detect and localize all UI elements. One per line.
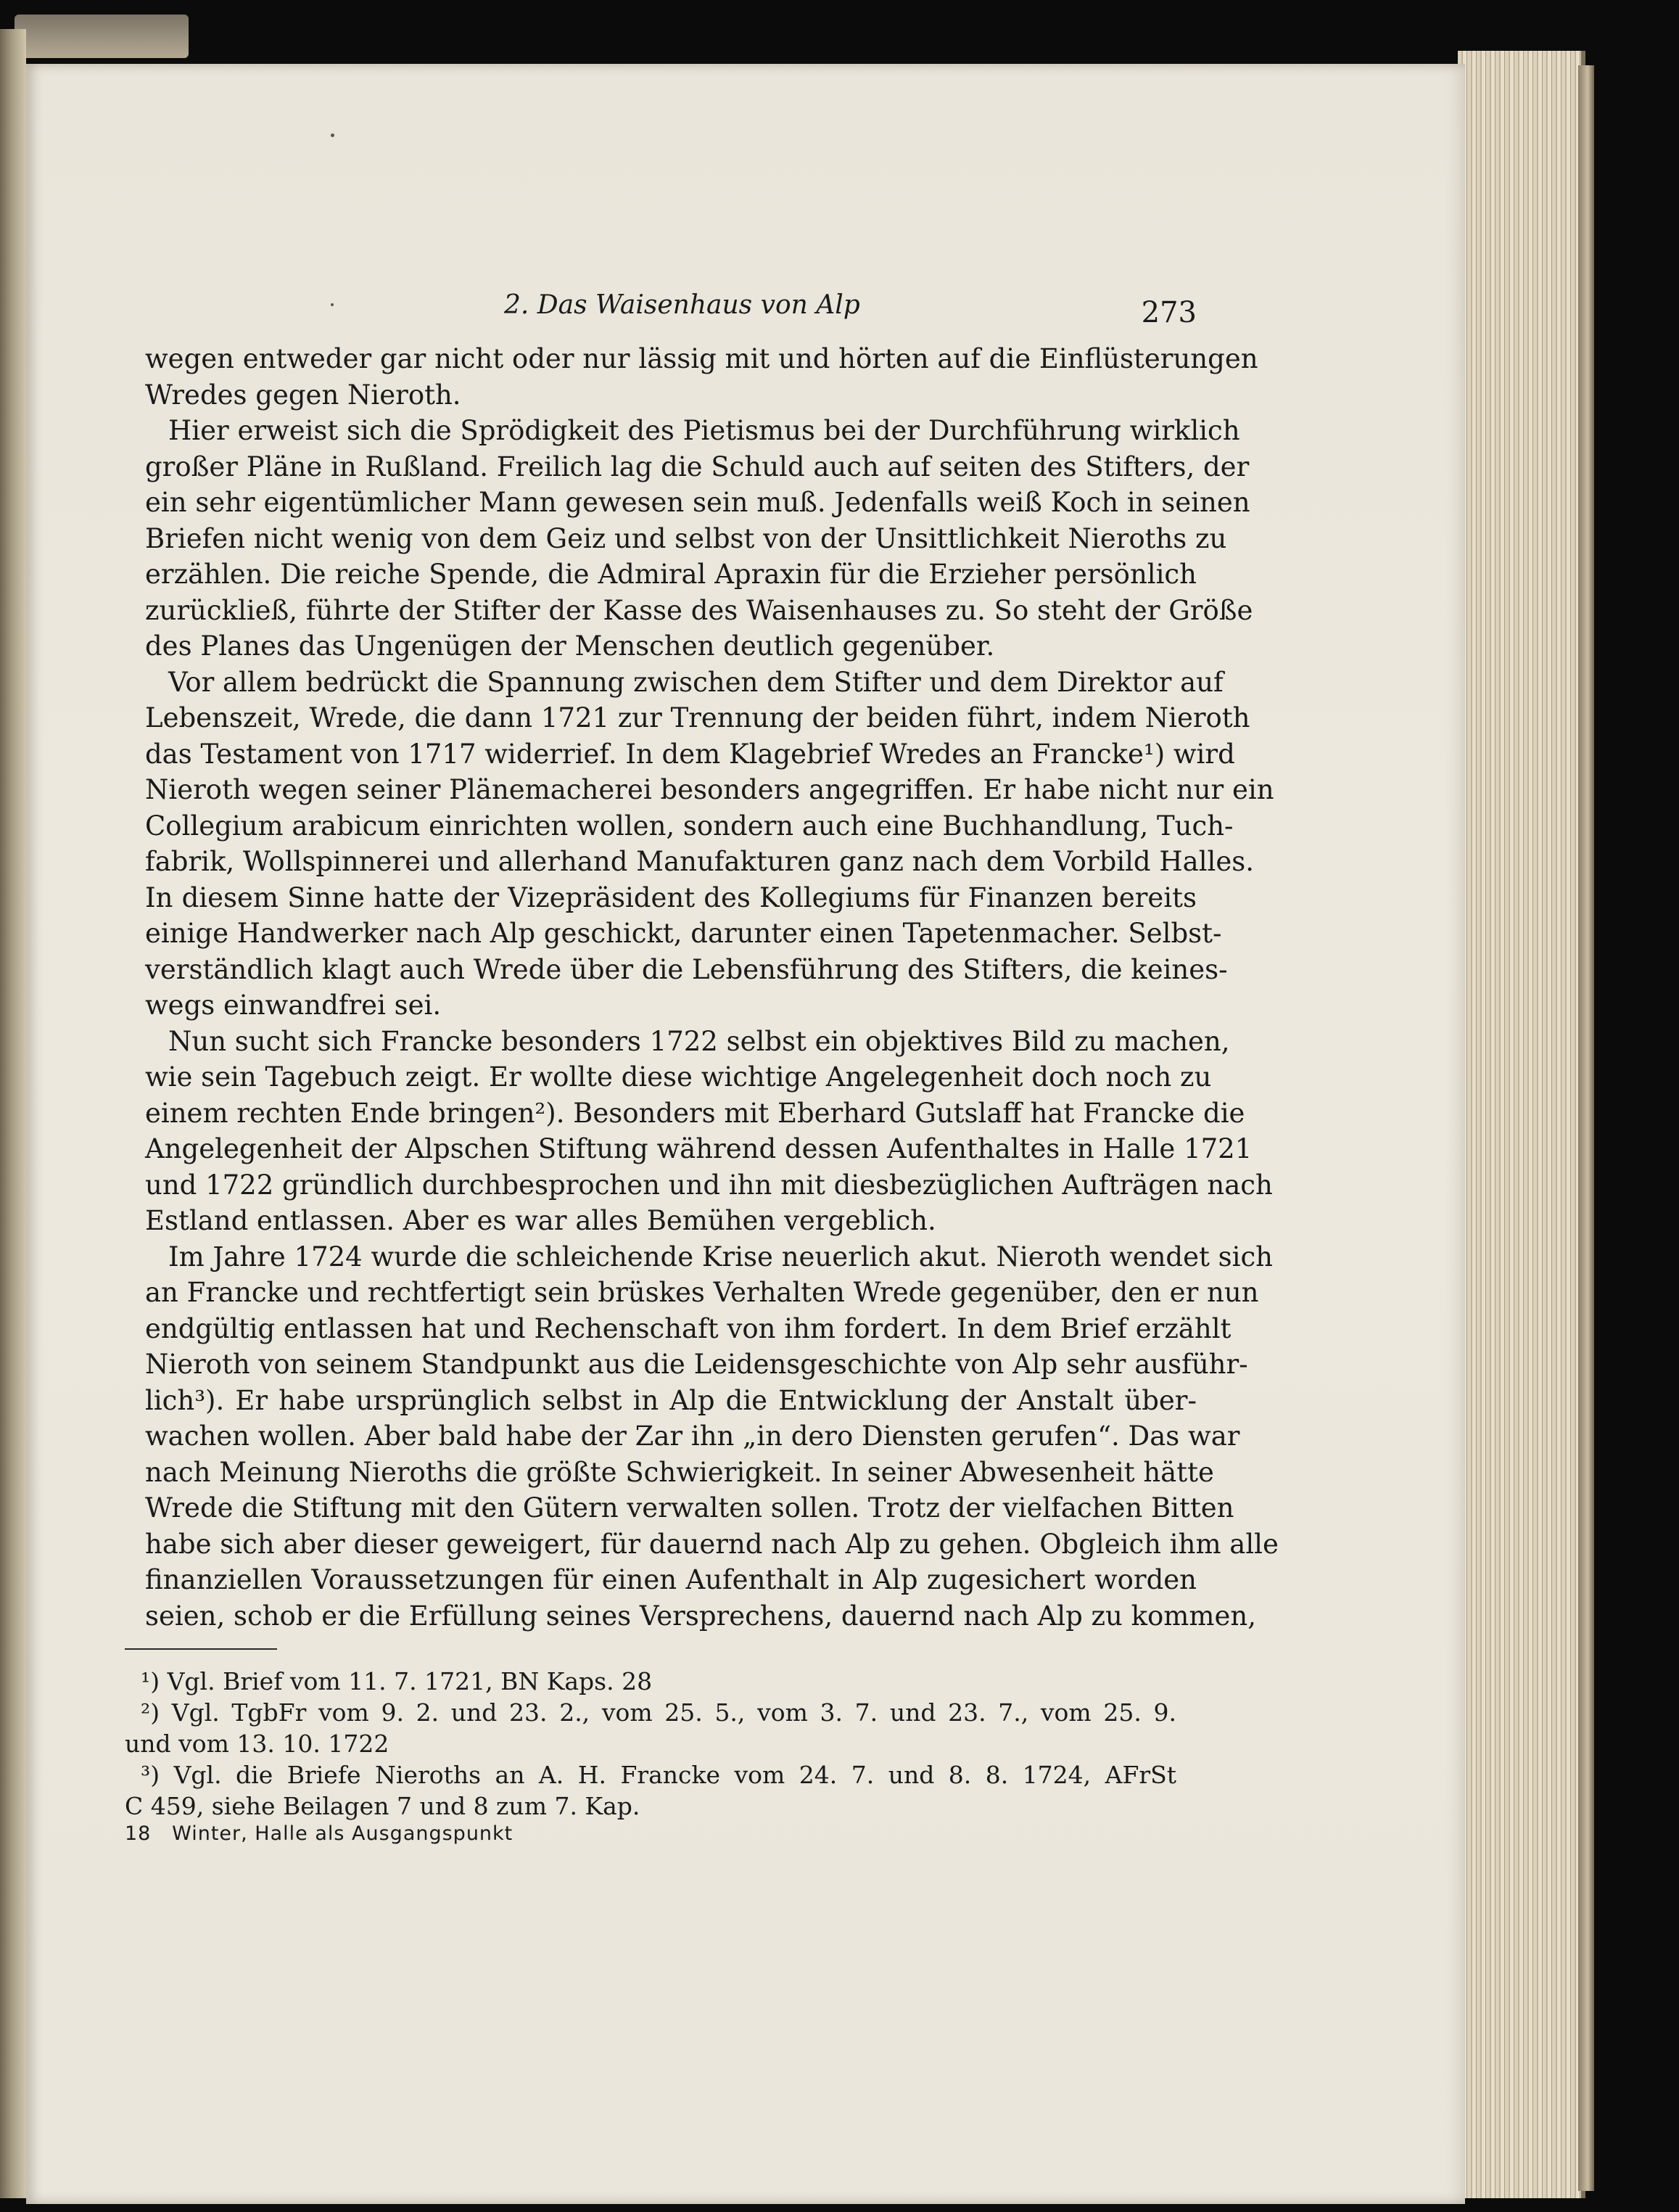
text-line: und 1722 gründlich durchbesprochen und ihn mit diesbezüglichen Aufträgen nach — [145, 1169, 1273, 1201]
speck — [331, 133, 334, 137]
text-line: Estland entlassen. Aber es war alles Bemühen vergeblich. — [145, 1205, 936, 1236]
text-line: an Francke und rechtfertigt sein brüskes Verhalten Wrede gegenüber, den er nun — [145, 1277, 1259, 1308]
text-line: habe sich aber dieser geweigert, für dauernd nach Alp zu gehen. Obgleich ihm alle — [145, 1528, 1279, 1560]
text-line: Im Jahre 1724 wurde die schleichende Krise neuerlich akut. Nieroth wendet sich — [168, 1241, 1274, 1272]
body-text — [145, 341, 1279, 1634]
printer-signature: 18 Winter, Halle als Ausgangspunkt — [125, 1822, 513, 1845]
text-line: Wrede die Stiftung mit den Gütern verwalten sollen. Trotz der vielfachen Bitten — [145, 1492, 1234, 1524]
text-line: Briefen nicht wenig von dem Geiz und selbst von der Unsittlichkeit Nieroths zu — [145, 522, 1227, 554]
footnote-line: ²) Vgl. TgbFr vom 9. 2. und 23. 2., vom 25. 5., vom 3. 7. und 23. 7., vom 25. 9. — [141, 1698, 1176, 1727]
text-line: wachen wollen. Aber bald habe der Zar ihn „in dero Diensten gerufen“. Das war — [145, 1420, 1240, 1452]
text-line: seien, schob er die Erfüllung seines Versprechens, dauernd nach Alp zu kommen, — [145, 1600, 1256, 1632]
text-line: lich³). Er habe ursprünglich selbst in Alp die Entwicklung der Anstalt über- — [145, 1384, 1197, 1416]
running-title: 2. Das Waisenhaus von Alp — [504, 290, 860, 320]
text-line: wie sein Tagebuch zeigt. Er wollte diese wichtige Angelegenheit doch noch zu — [145, 1061, 1212, 1093]
text-line: Nieroth wegen seiner Plänemacherei besonders angegriffen. Er habe nicht nur ein — [145, 774, 1274, 805]
page-block-edge — [1458, 51, 1585, 2198]
text-line: wegs einwandfrei sei. — [145, 990, 442, 1021]
text-line: Vor allem bedrückt die Spannung zwischen dem Stifter und dem Direktor auf — [168, 666, 1224, 698]
running-head — [145, 290, 1197, 329]
footnote-line: ¹) Vgl. Brief vom 11. 7. 1721, BN Kaps. 28 — [141, 1667, 653, 1695]
text-line: einige Handwerker nach Alp geschickt, darunter einen Tapetenmacher. Selbst- — [145, 918, 1222, 949]
page-number: 273 — [1141, 296, 1197, 329]
text-line: zurückließ, führte der Stifter der Kasse des Waisenhauses zu. So steht der Größe — [145, 594, 1253, 626]
text-line: erzählen. Die reiche Spende, die Admiral Apraxin für die Erzieher persönlich — [145, 559, 1197, 590]
footnotes — [125, 1666, 1176, 1822]
text-line: wegen entweder gar nicht oder nur lässig mit und hörten auf die Einflüsterungen — [145, 343, 1258, 374]
text-line: des Planes das Ungenügen der Menschen deutlich gegenüber. — [145, 630, 995, 662]
footnote-line: C 459, siehe Beilagen 7 und 8 zum 7. Kap. — [125, 1792, 640, 1820]
text-line: endgültig entlassen hat und Rechenschaft von ihm fordert. In dem Brief erzählt — [145, 1312, 1232, 1344]
cover-edge — [1578, 65, 1594, 2191]
binding-cloth — [15, 15, 189, 58]
text-line: Nieroth von seinem Standpunkt aus die Leidensgeschichte von Alp sehr ausführ- — [145, 1349, 1248, 1380]
footnote-rule — [125, 1648, 277, 1650]
text-line: großer Pläne in Rußland. Freilich lag die Schuld auch auf seiten des Stifters, der — [145, 451, 1250, 482]
text-line: ein sehr eigentümlicher Mann gewesen sein muß. Jedenfalls weiß Koch in seinen — [145, 487, 1250, 518]
text-line: Wredes gegen Nieroth. — [145, 379, 461, 411]
text-line: finanziellen Voraussetzungen für einen Aufenthalt in Alp zugesichert worden — [145, 1564, 1197, 1595]
text-line: Collegium arabicum einrichten wollen, sondern auch eine Buchhandlung, Tuch- — [145, 810, 1234, 842]
text-line: nach Meinung Nieroths die größte Schwierigkeit. In seiner Abwesenheit hätte — [145, 1456, 1214, 1488]
text-line: Angelegenheit der Alpschen Stiftung während dessen Aufenthaltes in Halle 1721 — [145, 1133, 1253, 1164]
text-line: In diesem Sinne hatte der Vizepräsident des Kollegiums für Finanzen bereits — [145, 881, 1197, 913]
text-line: fabrik, Wollspinnerei und allerhand Manufakturen ganz nach dem Vorbild Halles. — [145, 846, 1255, 877]
text-line: Lebenszeit, Wrede, die dann 1721 zur Trennung der beiden führt, indem Nieroth — [145, 702, 1250, 733]
footnote-line: und vom 13. 10. 1722 — [125, 1730, 389, 1758]
text-line: Hier erweist sich die Sprödigkeit des Pietismus bei der Durchführung wirklich — [168, 415, 1240, 446]
text-line: verständlich klagt auch Wrede über die Lebensführung des Stifters, die keines- — [145, 953, 1228, 985]
footnote-line: ³) Vgl. die Briefe Nieroths an A. H. Francke vom 24. 7. und 8. 8. 1724, AFrSt — [141, 1761, 1176, 1789]
text-line: einem rechten Ende bringen²). Besonders mit Eberhard Gutslaff hat Francke die — [145, 1097, 1245, 1129]
left-binding-edge — [0, 29, 26, 2198]
text-line: das Testament von 1717 widerrief. In dem Klagebrief Wredes an Francke¹) wird — [145, 738, 1235, 770]
text-line: Nun sucht sich Francke besonders 1722 selbst ein objektives Bild zu machen, — [168, 1025, 1230, 1057]
